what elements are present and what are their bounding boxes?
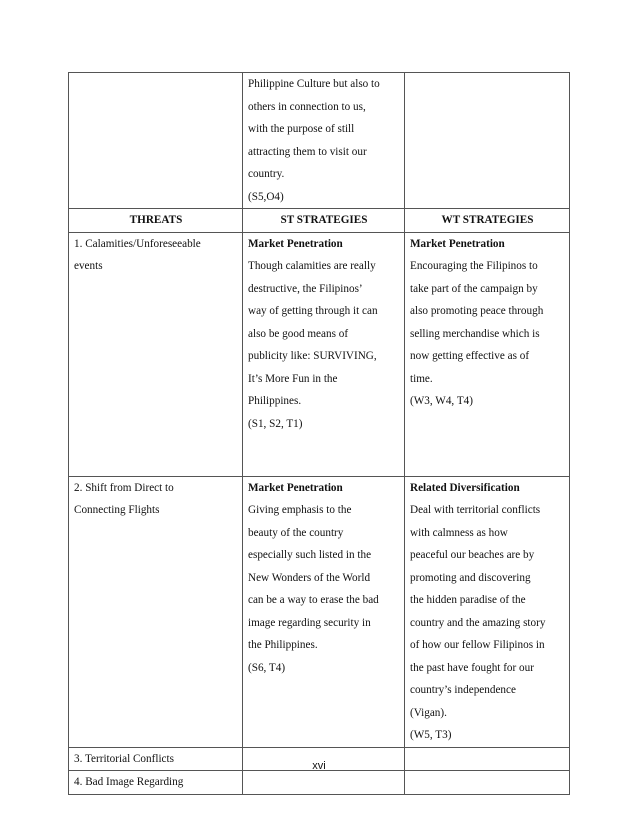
cell-line: the hidden paradise of the bbox=[410, 594, 526, 606]
cell-line: (S5,O4) bbox=[248, 190, 284, 203]
cell-line: also be good means of bbox=[248, 327, 349, 340]
continuation-threat-cell bbox=[69, 73, 243, 209]
cell-line: Deal with territorial conflicts bbox=[410, 504, 541, 516]
cell-line: image regarding security in bbox=[248, 616, 371, 629]
cell-line: It’s More Fun in the bbox=[248, 372, 338, 385]
cell-line: time. bbox=[410, 372, 433, 385]
cell-line: can be a way to erase the bad bbox=[248, 594, 379, 606]
cell-line: country. bbox=[248, 168, 285, 180]
cell-line: now getting effective as of bbox=[410, 350, 530, 362]
table-row bbox=[69, 232, 570, 476]
cell-line: the past have fought for our bbox=[410, 661, 534, 674]
cell-line: peaceful our beaches are by bbox=[410, 549, 535, 561]
cell-line: Philippines. bbox=[248, 395, 302, 407]
cell-line: events bbox=[74, 260, 103, 272]
cell-line: take part of the campaign by bbox=[410, 282, 538, 295]
table-row bbox=[69, 771, 570, 795]
swot-strategy-table bbox=[68, 72, 570, 795]
cell-line: 4. Bad Image Regarding bbox=[74, 776, 184, 788]
threat-cell bbox=[69, 476, 243, 747]
cell-line: the Philippines. bbox=[248, 639, 318, 651]
cell-line: Giving emphasis to the bbox=[248, 504, 352, 516]
st-strategy-cell bbox=[243, 232, 405, 476]
cell-line: 2. Shift from Direct to bbox=[74, 481, 174, 494]
cell-line: (S1, S2, T1) bbox=[248, 417, 303, 430]
cell-line: way of getting through it can bbox=[248, 305, 378, 317]
cell-line: with calmness as how bbox=[410, 526, 508, 539]
cell-line: of how our fellow Filipinos in bbox=[410, 639, 545, 651]
cell-line: (S6, T4) bbox=[248, 661, 286, 674]
page-number: xvi bbox=[312, 760, 326, 772]
cell-line: with the purpose of still bbox=[248, 123, 355, 135]
table-row bbox=[69, 476, 570, 747]
cell-line: others in connection to us, bbox=[248, 100, 366, 113]
wt-strategy-cell bbox=[405, 771, 570, 795]
strategy-title: Market Penetration bbox=[410, 237, 505, 250]
cell-line: especially such listed in the bbox=[248, 549, 372, 561]
cell-line: beauty of the country bbox=[248, 526, 344, 539]
continuation-wt-cell bbox=[405, 73, 570, 209]
cell-line: 1. Calamities/Unforeseeable bbox=[74, 237, 201, 250]
cell-line: country and the amazing story bbox=[410, 616, 546, 629]
threat-cell bbox=[69, 771, 243, 795]
cell-line: New Wonders of the World bbox=[248, 571, 371, 584]
cell-line: also promoting peace through bbox=[410, 305, 544, 317]
cell-line: selling merchandise which is bbox=[410, 327, 540, 340]
header-row bbox=[69, 209, 570, 233]
cell-line: promoting and discovering bbox=[410, 571, 531, 584]
cell-line: 3. Territorial Conflicts bbox=[74, 752, 174, 765]
cell-line: publicity like: SURVIVING, bbox=[248, 350, 377, 362]
cell-line: (Vigan). bbox=[410, 706, 447, 719]
cell-line: Philippine Culture but also to bbox=[248, 78, 380, 90]
cell-line: Though calamities are really bbox=[248, 260, 376, 272]
cell-line: attracting them to visit our bbox=[248, 145, 367, 158]
header-threats: THREATS bbox=[69, 209, 243, 233]
st-strategy-cell bbox=[243, 771, 405, 795]
cell-line: country’s independence bbox=[410, 684, 516, 696]
continuation-st-cell bbox=[243, 73, 405, 209]
strategy-title: Market Penetration bbox=[248, 481, 343, 494]
strategy-title: Market Penetration bbox=[248, 237, 343, 250]
cell-line: Connecting Flights bbox=[74, 504, 160, 516]
threat-cell bbox=[69, 232, 243, 476]
cell-line: destructive, the Filipinos’ bbox=[248, 282, 363, 295]
cell-line: Encouraging the Filipinos to bbox=[410, 260, 538, 272]
continuation-row bbox=[69, 73, 570, 209]
header-wt-strategies: WT STRATEGIES bbox=[405, 209, 570, 233]
strategy-title: Related Diversification bbox=[410, 481, 520, 494]
cell-line: (W3, W4, T4) bbox=[410, 395, 473, 407]
header-st-strategies: ST STRATEGIES bbox=[243, 209, 405, 233]
cell-line: (W5, T3) bbox=[410, 729, 452, 741]
wt-strategy-cell bbox=[405, 476, 570, 747]
wt-strategy-cell bbox=[405, 232, 570, 476]
st-strategy-cell bbox=[243, 476, 405, 747]
